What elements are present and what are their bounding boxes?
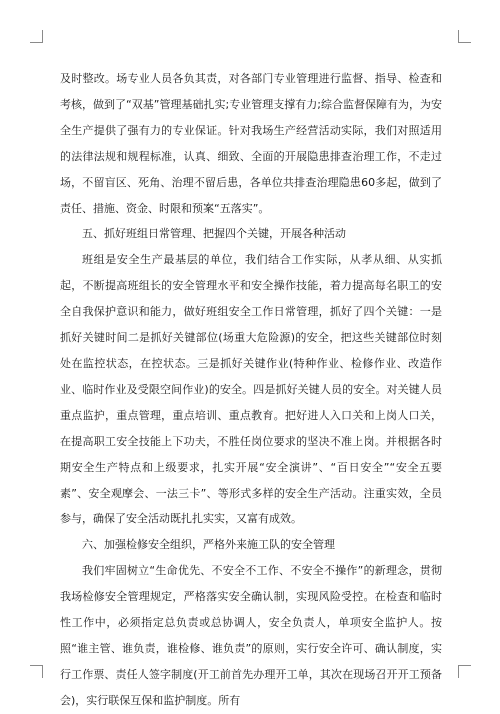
section-heading-6: 六、加强检修安全组织，严格外来施工队的安全管理 [82,538,335,552]
page-corner-mark-bottom-right [458,665,471,678]
section-heading-5: 五、抓好班组日常管理、把握四个关键，开展各种活动 [82,227,346,241]
paragraph-section-6: 我们牢固树立“生命优先、不安全不工作、不安全不操作”的新理念，贯彻我场检修安全管理规定，严格落实安全确认制，实现风险受控。在检查和临时性工作中，必须指定总负责或总协调人，安全负责人，单项安全监护人。按照“谁主管、谁负责，谁检修、谁负责”的原则，实行安全许可、确认制度，实行工作票、责任人签字制度(开工前首先办理开工单，其次在现场召开开工预备会)，实行联保互保和监护制度。所有 [60,564,442,707]
paragraph-continued: 及时整改。场专业人员各负其责，对各部门专业管理进行监督、指导、检查和考核，做到了“双基”管理基础扎实;专业管理支撑有力;综合监督保障有为，为安全生产提供了强有力的专业保证。针对我场生产经营活动实际，我们对照适用的法律法规和规程标准，认真、细致、全面的开展隐患排查治理工作，不走过场，不留盲区、死角、治理不留后患，各单位共排查治理隐患60多起，做到了责任、措施、资金、时限和预案“五落实”。 [60,72,442,215]
document-body [60,66,442,714]
page-corner-mark-top-right [458,30,471,43]
page-corner-mark-bottom-left [30,665,43,678]
page-corner-mark-top-left [30,30,43,43]
paragraph-section-5: 班组是安全生产最基层的单位，我们结合工作实际，从孝从细、从实抓起，不断提高班组长的安全管理水平和安全操作技能，着力提高每名职工的安全自我保护意识和能力，做好班组安全工作日常管理，抓好了四个关键：一是抓好关键时间二是抓好关键部位(场重大危险源)的安全，把这些关键部位时刻处在监控状态，在控状态。三是抓好关键作业(特种作业、检修作业、改造作业、临时作业及受限空间作业)的安全。四是抓好关键人员的安全。对关键人员重点监护，重点管理，重点培训、重点教育。把好进人入口关和上岗人口关，在提高职工安全技能上下功夫，不胜任岗位要求的坚决不准上岗。并根据各时期安全生产特点和上级要求，扎实开展“安全演讲”、“百日安全”“安全五要素”、安全观摩会、一法三卡”、等形式多样的安全生产活动。注重实效，全员参与，确保了安全活动既扎扎实实，又富有成效。 [60,253,442,526]
